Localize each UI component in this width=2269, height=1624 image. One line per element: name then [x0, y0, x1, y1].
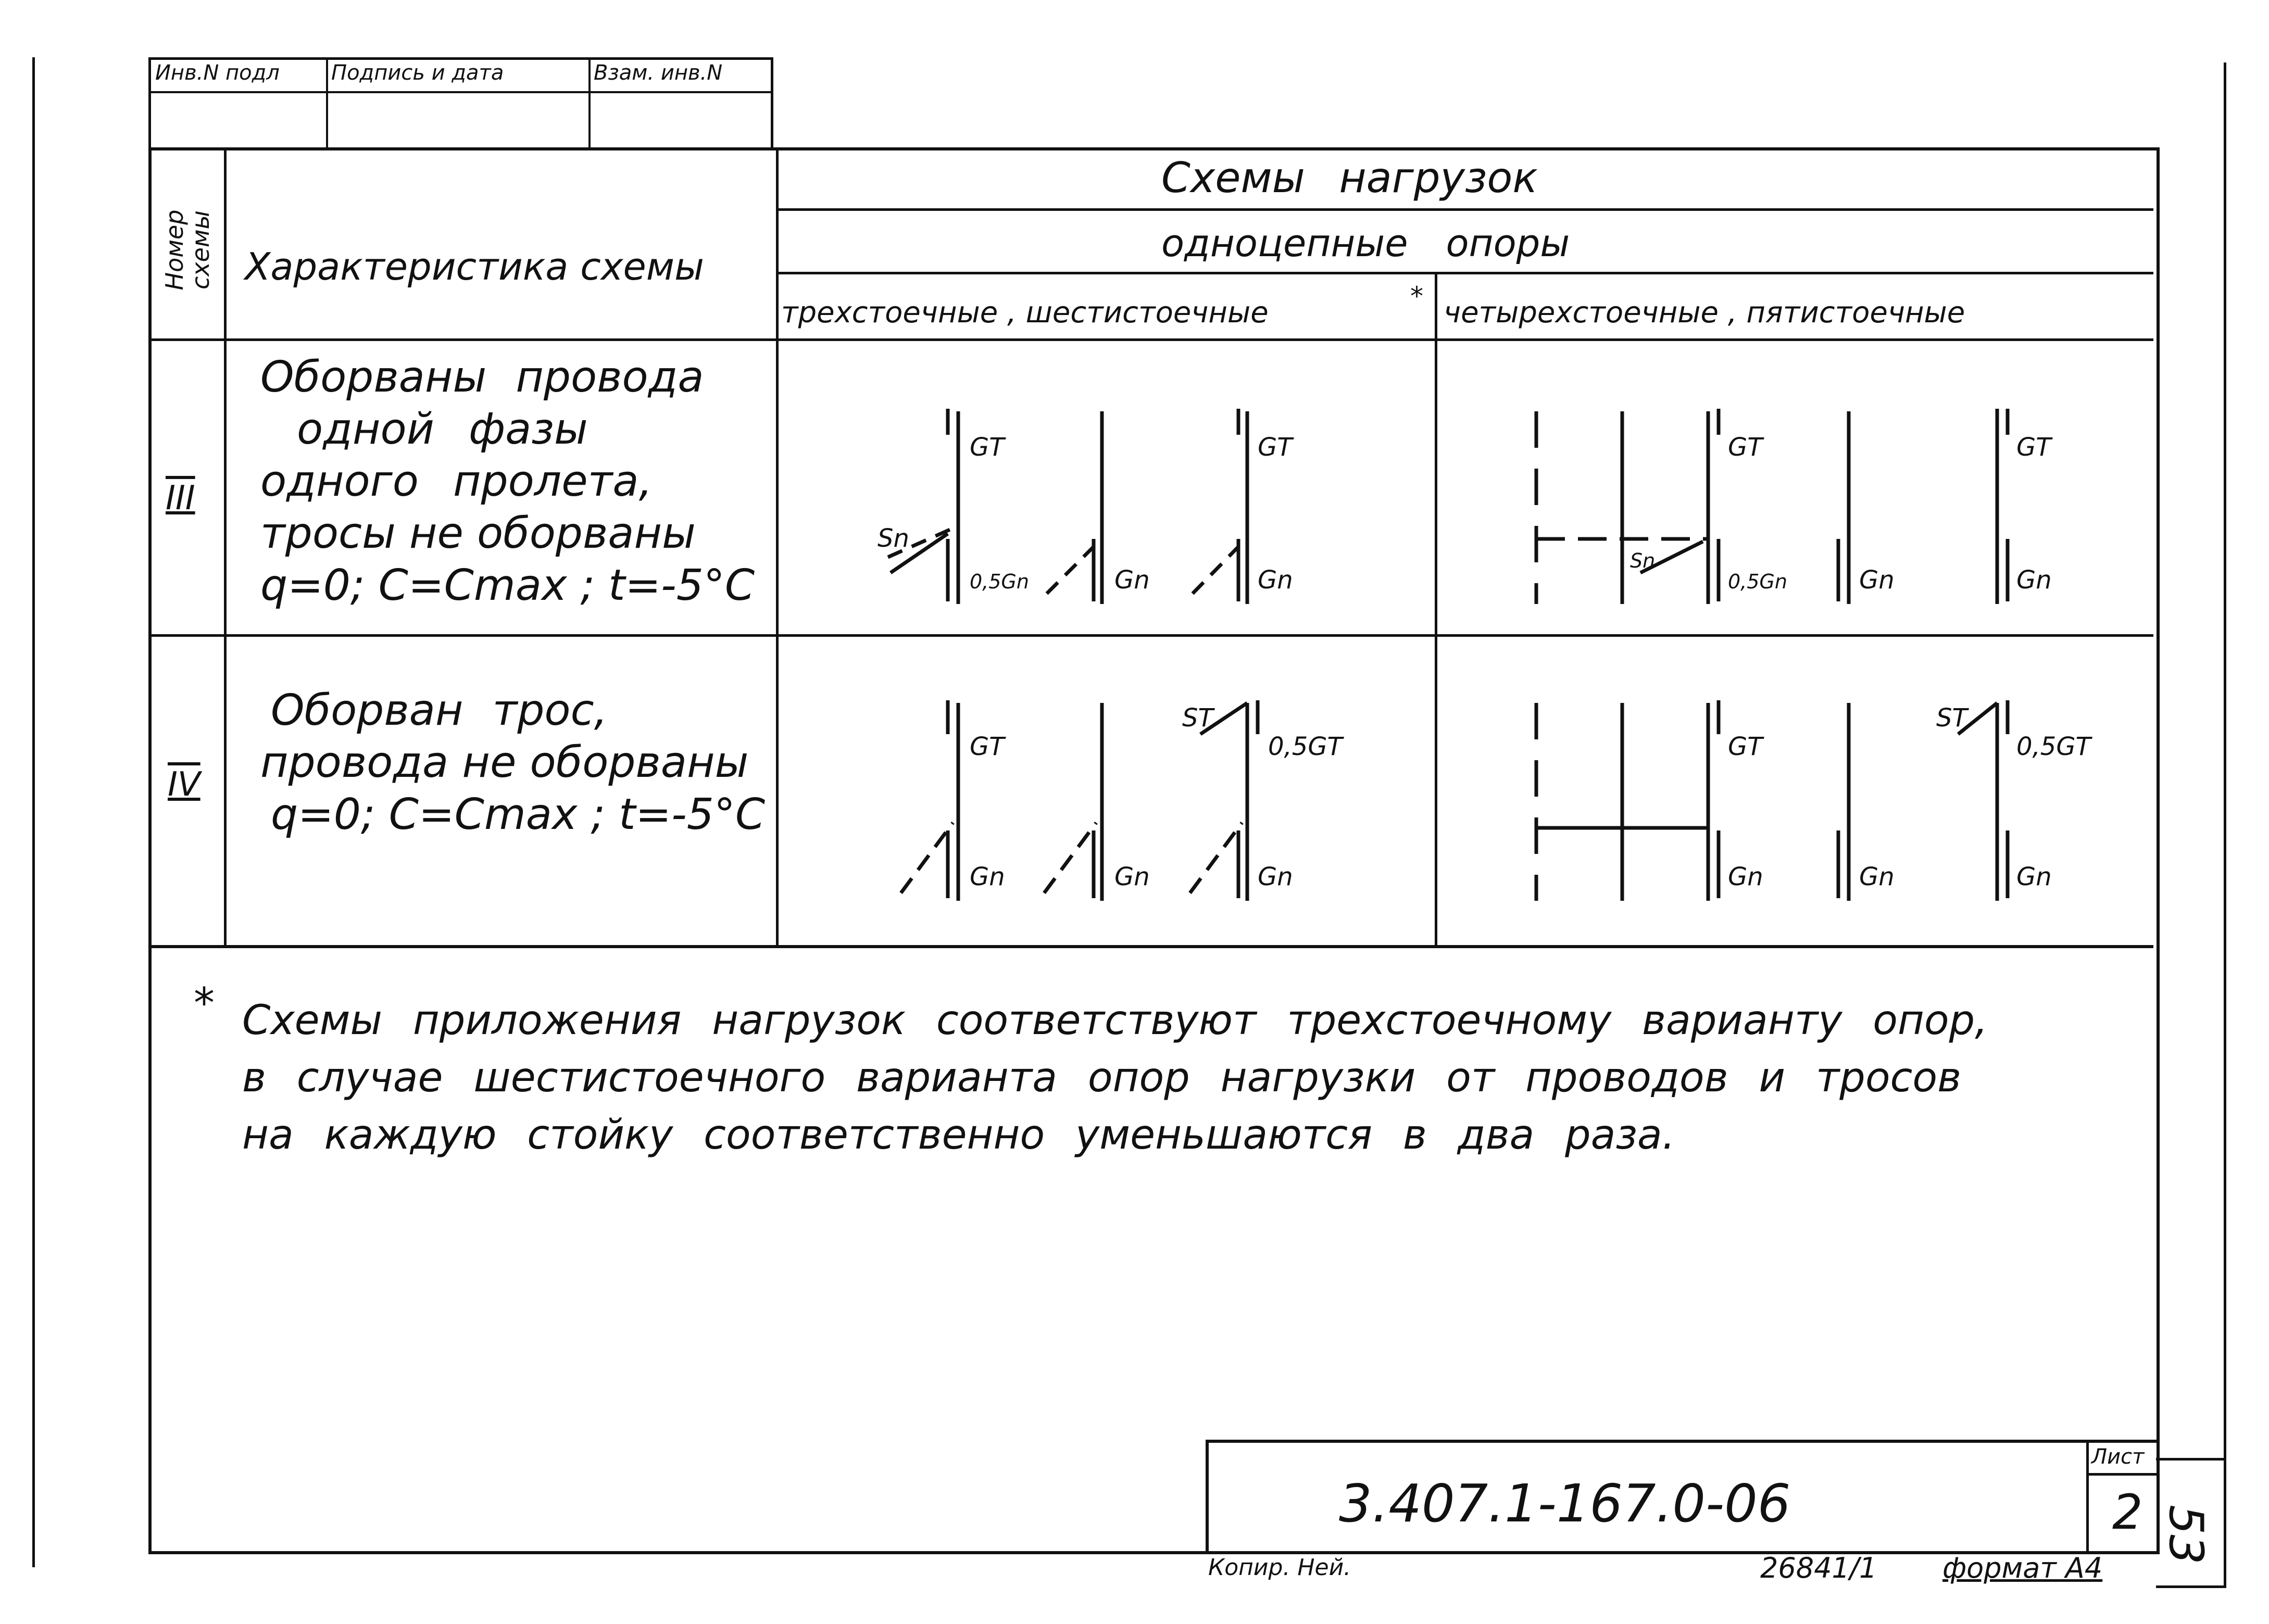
footnote-line: Схемы приложения нагрузок соответствуют трехстоечному варианту опор,: [242, 997, 1988, 1044]
diagram-label: Gn: [1258, 862, 1293, 891]
diagram-label: 0,5Gn: [1728, 570, 1787, 593]
row-line: q=0; C=Cmax ; t=-5°C: [271, 790, 766, 839]
row-line: одной фазы: [297, 405, 588, 454]
list-label: Лист: [2091, 1445, 2145, 1469]
row-line: тросы не оборваны: [260, 509, 696, 558]
side-number: 53: [2159, 1505, 2213, 1565]
diagram-label: Gn: [1859, 862, 1895, 891]
row-line: одного пролета,: [260, 457, 653, 506]
header-col-left-mark: *: [1410, 281, 1423, 311]
header-nomer-skhemy: Номер схемы: [160, 209, 215, 291]
footnote: [242, 992, 1988, 1164]
row-number: IV: [168, 765, 200, 804]
footnote-mark: *: [194, 979, 215, 1027]
diagram-label: Sn: [877, 524, 909, 553]
header-col-left: трехстоечные , шестистоечные: [781, 296, 1269, 330]
diagram-label: 0,5GT: [2016, 732, 2091, 761]
binding-line: [32, 57, 35, 1567]
footnote-line: на каждую стойку соответственно уменьшаются в два раза.: [242, 1112, 1675, 1159]
format-label: формат А4: [1942, 1552, 2103, 1584]
row-line: q=0; C=Cmax ; t=-5°C: [260, 561, 755, 610]
diagram-label: Gn: [2016, 565, 2052, 595]
diagram-label: Gn: [1258, 565, 1293, 595]
row-line: Оборван трос,: [271, 686, 608, 735]
diagram-label: ST: [1936, 703, 1967, 733]
sheet-number: 2: [2112, 1484, 2143, 1540]
diagram-label: Gn: [970, 862, 1005, 891]
diagram-label: Gn: [1859, 565, 1895, 595]
footnote-line: в случае шестистоечного варианта опор нагрузки от проводов и тросов: [242, 1054, 1962, 1101]
document-code: 3.407.1-167.0-06: [1339, 1473, 1791, 1534]
header-kharakteristika: Характеристика схемы: [245, 245, 704, 288]
diagram-label: Gn: [1114, 565, 1150, 595]
diagram-label: Gn: [1728, 862, 1763, 891]
diagram-label: Gn: [2016, 862, 2052, 891]
kopiroval: Копир. Ней.: [1208, 1554, 1351, 1581]
diagram-label: GT: [970, 433, 1005, 462]
approval-stamp: [148, 57, 773, 148]
diagram-label: 0,5Gn: [970, 570, 1029, 593]
diagram-label: GT: [970, 732, 1005, 761]
load-diagrams: [776, 338, 2156, 948]
header-odnotsepnye-opory: одноцепные опоры: [1161, 221, 1570, 265]
title-block: [1206, 1440, 2157, 1551]
right-margin-line: [2224, 62, 2226, 1588]
row-number: III: [166, 479, 195, 518]
diagram-label: GT: [1728, 732, 1763, 761]
diagram-label: 0,5GT: [1268, 732, 1343, 761]
diagram-label: ST: [1182, 703, 1213, 733]
stamp-podpis: Подпись и дата: [331, 61, 504, 85]
diagram-label: GT: [1728, 433, 1763, 462]
diagram-label: Sn: [1630, 549, 1656, 572]
stamp-inv-podl: Инв.N подл: [155, 61, 280, 85]
row-description: [260, 685, 765, 841]
diagram-label: GT: [1258, 433, 1293, 462]
stamp-vzam: Взам. инв.N: [594, 61, 723, 85]
header-col-right: четырехстоечные , пятистоечные: [1444, 296, 1965, 330]
row-line: Оборваны провода: [260, 353, 704, 402]
row-line: провода не оборваны: [260, 738, 749, 787]
diagram-label: GT: [2016, 433, 2051, 462]
archive-number: 26841/1: [1760, 1552, 1877, 1584]
diagram-label: Gn: [1114, 862, 1150, 891]
row-description: [260, 351, 755, 612]
header-skhemy-nagruzok: Схемы нагрузок: [1161, 154, 1538, 202]
